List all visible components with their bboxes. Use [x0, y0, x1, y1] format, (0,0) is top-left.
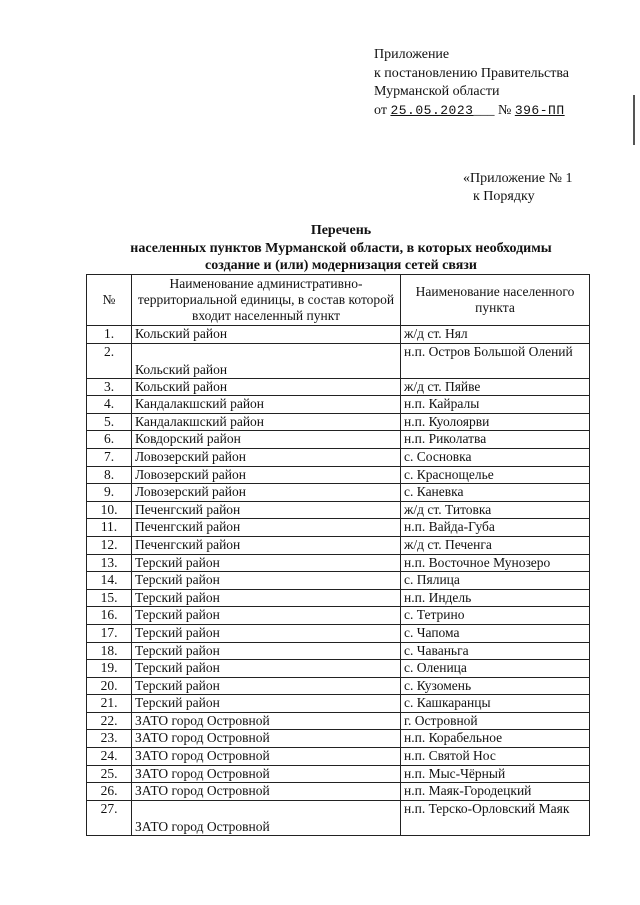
row-number: 4. [87, 396, 132, 414]
title-line-3: создание и (или) модернизация сетей связи [204, 258, 477, 273]
table-row [87, 448, 590, 466]
row-district: Ловозерский район [132, 448, 401, 466]
table-row [87, 326, 590, 344]
row-settlement: ж/д ст. Пяйве [401, 378, 590, 396]
row-settlement: н.п. Вайда-Губа [401, 519, 590, 537]
table-row [87, 712, 590, 730]
annex-line-1: «Приложение № 1 [463, 171, 573, 186]
row-settlement: ж/д ст. Печенга [401, 536, 590, 554]
annex-line-2: к Порядку [473, 189, 535, 204]
table-row [87, 642, 590, 660]
row-settlement: н.п. Риколатва [401, 431, 590, 449]
table-row [87, 536, 590, 554]
row-settlement: н.п. Мыс-Чёрный [401, 765, 590, 783]
table-row [87, 589, 590, 607]
edge-mark [633, 95, 640, 145]
table-row [87, 783, 590, 801]
row-district: Терский район [132, 554, 401, 572]
row-settlement: н.п. Индель [401, 589, 590, 607]
row-district: ЗАТО город Островной [132, 765, 401, 783]
row-settlement: ж/д ст. Титовка [401, 501, 590, 519]
header-district: Наименование административно-территориальной единицы, в состав которой входит населенный пункт [132, 275, 401, 326]
title-line-2: населенных пунктов Мурманской области, в которых необходимы [130, 240, 552, 256]
row-settlement: н.п. Корабельное [401, 730, 590, 748]
row-settlement: с. Кузомень [401, 677, 590, 695]
header-settlement: Наименование населенного пункта [401, 275, 590, 326]
table-row [87, 730, 590, 748]
table-row [87, 484, 590, 502]
table-row [87, 378, 590, 396]
row-number: 27. [87, 800, 132, 835]
table-row [87, 748, 590, 766]
row-district: Кольский район [132, 326, 401, 344]
table-row [87, 800, 590, 835]
row-settlement: н.п. Остров Большой Олений [401, 343, 590, 378]
row-number: 6. [87, 431, 132, 449]
row-settlement: с. Пялица [401, 572, 590, 590]
document-date: 25.05.2023 [390, 102, 474, 118]
row-district: Терский район [132, 607, 401, 625]
row-number: 24. [87, 748, 132, 766]
row-number: 22. [87, 712, 132, 730]
header-date-line: от 25.05.2023___ № 396-ПП [374, 102, 565, 118]
row-district: ЗАТО город Островной [132, 730, 401, 748]
row-number: 12. [87, 536, 132, 554]
row-settlement: н.п. Святой Нос [401, 748, 590, 766]
row-district: Терский район [132, 695, 401, 713]
row-number: 11. [87, 519, 132, 537]
table-row [87, 624, 590, 642]
row-district: Терский район [132, 677, 401, 695]
row-settlement: с. Чаваньга [401, 642, 590, 660]
row-district: Терский район [132, 589, 401, 607]
header-line-resolution: к постановлению Правительства [374, 65, 570, 81]
table-row [87, 554, 590, 572]
row-settlement: н.п. Восточное Мунозеро [401, 554, 590, 572]
row-district: Терский район [132, 572, 401, 590]
row-number: 5. [87, 413, 132, 431]
table-header-row [87, 275, 590, 326]
table-row [87, 413, 590, 431]
settlements-table [86, 274, 590, 836]
row-number: 15. [87, 589, 132, 607]
table-row [87, 466, 590, 484]
row-number: 8. [87, 466, 132, 484]
table-row [87, 343, 590, 378]
row-number: 13. [87, 554, 132, 572]
row-number: 25. [87, 765, 132, 783]
row-number: 26. [87, 783, 132, 801]
row-settlement: с. Тетрино [401, 607, 590, 625]
table-row [87, 396, 590, 414]
table-row [87, 519, 590, 537]
table-row [87, 572, 590, 590]
row-number: 3. [87, 378, 132, 396]
table-row [87, 501, 590, 519]
row-number: 23. [87, 730, 132, 748]
row-settlement: с. Оленица [401, 660, 590, 678]
row-number: 21. [87, 695, 132, 713]
approval-header [374, 46, 569, 120]
row-district: Печенгский район [132, 501, 401, 519]
document-number: 396-ПП [514, 102, 565, 118]
row-number: 1. [87, 326, 132, 344]
table-body [87, 326, 590, 836]
table-row [87, 677, 590, 695]
row-number: 16. [87, 607, 132, 625]
row-settlement: н.п. Куолоярви [401, 413, 590, 431]
header-num: № [87, 275, 132, 326]
row-number: 19. [87, 660, 132, 678]
row-district: ЗАТО город Островной [132, 783, 401, 801]
row-district: ЗАТО город Островной [132, 748, 401, 766]
row-number: 9. [87, 484, 132, 502]
row-settlement: н.п. Терско-Орловский Маяк [401, 800, 590, 835]
row-district: Кандалакшский район [132, 396, 401, 414]
row-district: ЗАТО город Островной [132, 712, 401, 730]
table-row [87, 695, 590, 713]
table-row [87, 607, 590, 625]
row-settlement: н.п. Кайралы [401, 396, 590, 414]
row-number: 10. [87, 501, 132, 519]
table-row [87, 431, 590, 449]
row-number: 14. [87, 572, 132, 590]
row-district: Печенгский район [132, 536, 401, 554]
row-district: Терский район [132, 624, 401, 642]
row-number: 20. [87, 677, 132, 695]
row-settlement: с. Каневка [401, 484, 590, 502]
table-row [87, 765, 590, 783]
row-district: Кольский район [132, 343, 401, 378]
row-settlement: с. Чапома [401, 624, 590, 642]
row-number: 7. [87, 448, 132, 466]
annex-reference [463, 170, 573, 206]
row-number: 2. [87, 343, 132, 378]
row-settlement: н.п. Маяк-Городецкий [401, 783, 590, 801]
row-district: ЗАТО город Островной [132, 800, 401, 835]
row-number: 17. [87, 624, 132, 642]
date-prefix: от [374, 102, 387, 118]
row-district: Ковдорский район [132, 431, 401, 449]
row-district: Ловозерский район [132, 484, 401, 502]
header-line-region: Мурманской области [374, 84, 500, 99]
row-district: Ловозерский район [132, 466, 401, 484]
row-settlement: ж/д ст. Нял [401, 326, 590, 344]
row-district: Кандалакшский район [132, 413, 401, 431]
row-district: Терский район [132, 642, 401, 660]
header-line-annex: Приложение [374, 47, 450, 62]
row-settlement: г. Островной [401, 712, 590, 730]
row-settlement: с. Сосновка [401, 448, 590, 466]
document-title [86, 222, 596, 275]
row-settlement: с. Краснощелье [401, 466, 590, 484]
row-district: Печенгский район [132, 519, 401, 537]
number-prefix: № [497, 102, 512, 118]
table-row [87, 660, 590, 678]
row-settlement: с. Кашкаранцы [401, 695, 590, 713]
row-district: Кольский район [132, 378, 401, 396]
row-district: Терский район [132, 660, 401, 678]
title-line-1: Перечень [310, 223, 372, 238]
row-number: 18. [87, 642, 132, 660]
